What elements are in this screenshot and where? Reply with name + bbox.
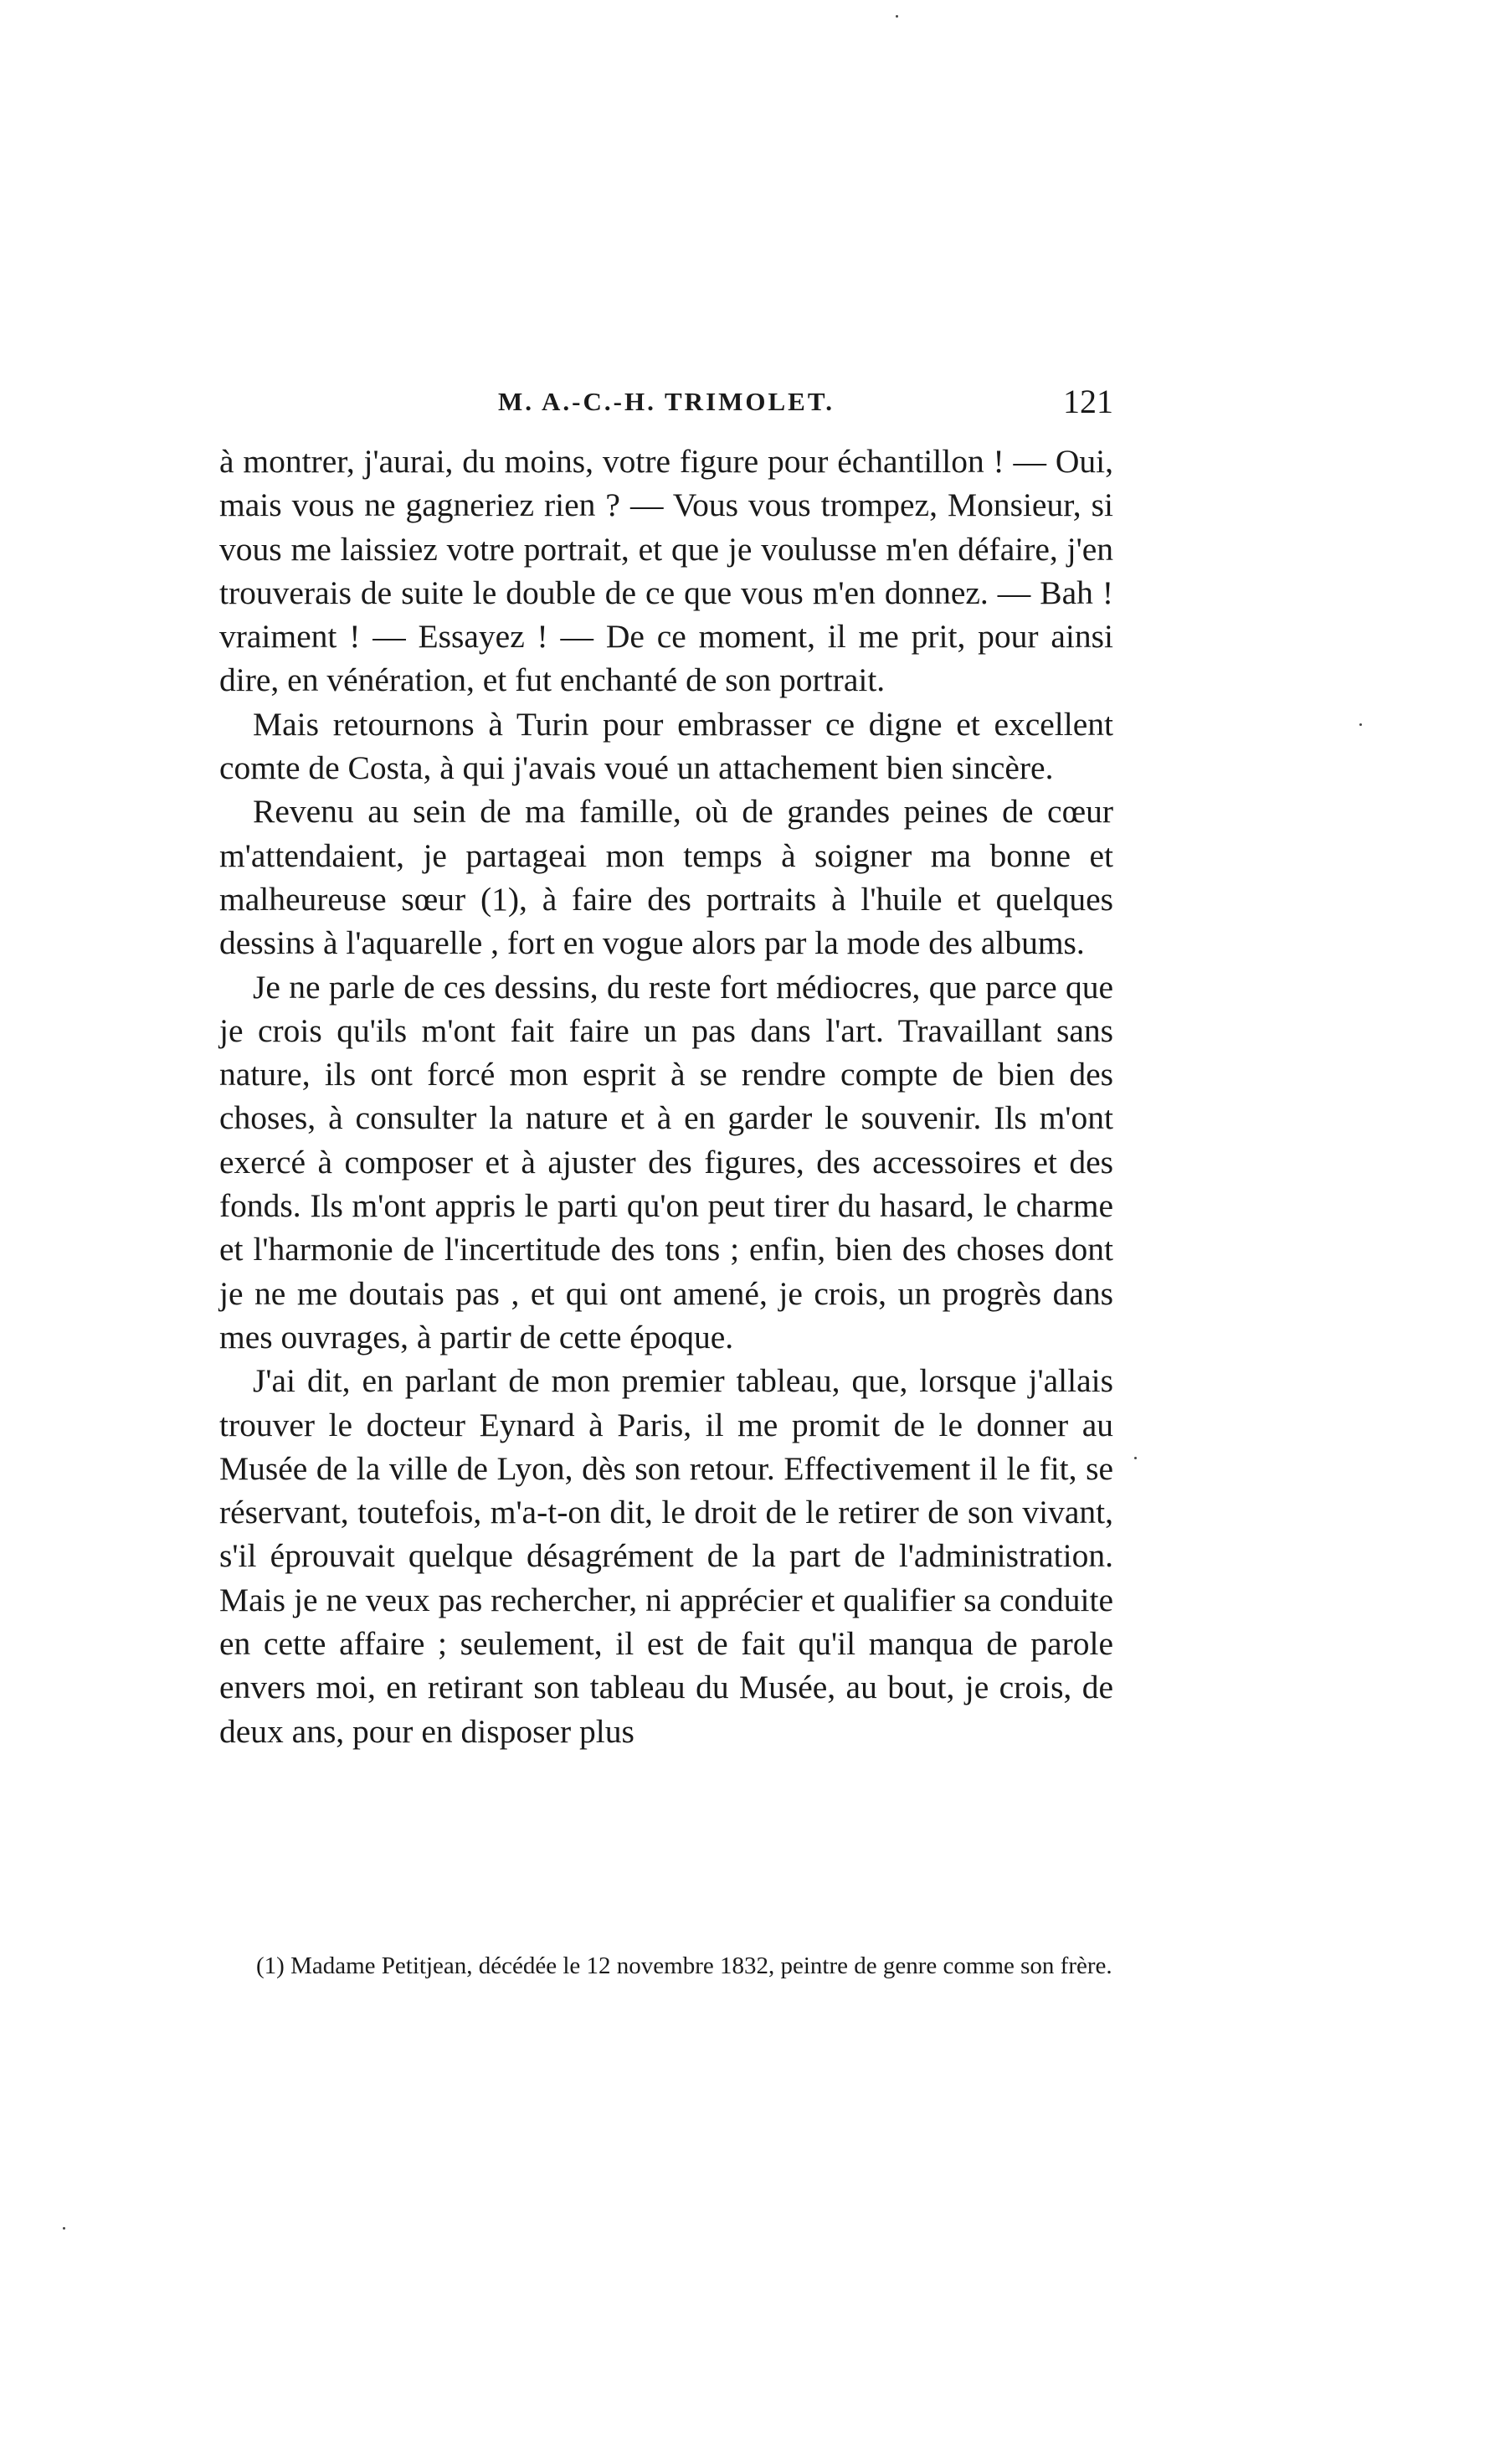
scan-speck xyxy=(63,2227,65,2230)
scan-speck xyxy=(1134,1457,1137,1459)
scan-speck xyxy=(896,15,898,18)
page-number: 121 xyxy=(1063,383,1113,420)
running-head xyxy=(219,383,1113,437)
paragraph: Revenu au sein de ma famille, où de grandes peines de cœur m'attendaient, je partageai mon temps à soigner ma bonne et malheureuse sœur (1), à faire des portraits à l'huile et quelques dessins à l'aquarelle , fort en vogue alors par la mode des albums. xyxy=(219,793,1113,962)
paragraph: Mais retournons à Turin pour embrasser ce digne et excellent comte de Costa, à qui j'avais voué un attachement bien sincère. xyxy=(219,705,1113,787)
running-title: M. A.-C.-H. TRIMOLET. xyxy=(497,387,835,416)
footnotes xyxy=(223,1944,1113,1988)
paragraph: à montrer, j'aurai, du moins, votre figure pour échantillon ! — Oui, mais vous ne gagneriez rien ? — Vous vous trompez, Monsieur, si vous me laissiez votre portrait, et que je voulusse m'en défaire, j'en trouverais de suite le double de ce que vous m'en donnez. — Bah ! vraiment ! — Essayez ! — De ce moment, il me prit, pour ainsi dire, en vénération, et fut enchanté de son portrait. xyxy=(219,443,1113,699)
paragraph: J'ai dit, en parlant de mon premier tableau, que, lorsque j'allais trouver le docteur Eynard à Paris, il me promit de le donner au Musée de la ville de Lyon, dès son retour. Effectivement il le fit, se réservant, toutefois, m'a-t-on dit, le droit de le retirer de son vivant, s'il éprouvait quelque désagrément de la part de l'administration. Mais je ne veux pas rechercher, ni apprécier et qualifier sa conduite en cette affaire ; seulement, il est de fait qu'il manqua de parole envers moi, en retirant son tableau du Musée, au bout, je crois, de deux ans, pour en disposer plus xyxy=(219,1362,1113,1750)
scan-speck xyxy=(1359,723,1362,726)
body-text xyxy=(219,440,1113,1753)
footnote: (1) Madame Petitjean, décédée le 12 novembre 1832, peintre de genre comme son frère. xyxy=(256,1952,1112,1979)
paragraph: Je ne parle de ces dessins, du reste fort médiocres, que parce que je crois qu'ils m'ont fait faire un pas dans l'art. Travaillant sans nature, ils ont forcé mon esprit à se rendre compte de bien des choses, à consulter la nature et à en garder le souvenir. Ils m'ont exercé à composer et à ajuster des figures, des accessoires et des fonds. Ils m'ont appris le parti qu'on peut tirer du hasard, le charme et l'harmonie de l'incertitude des tons ; enfin, bien des choses dont je ne me doutais pas , et qui ont amené, je crois, un progrès dans mes ouvrages, à partir de cette époque. xyxy=(219,968,1113,1355)
